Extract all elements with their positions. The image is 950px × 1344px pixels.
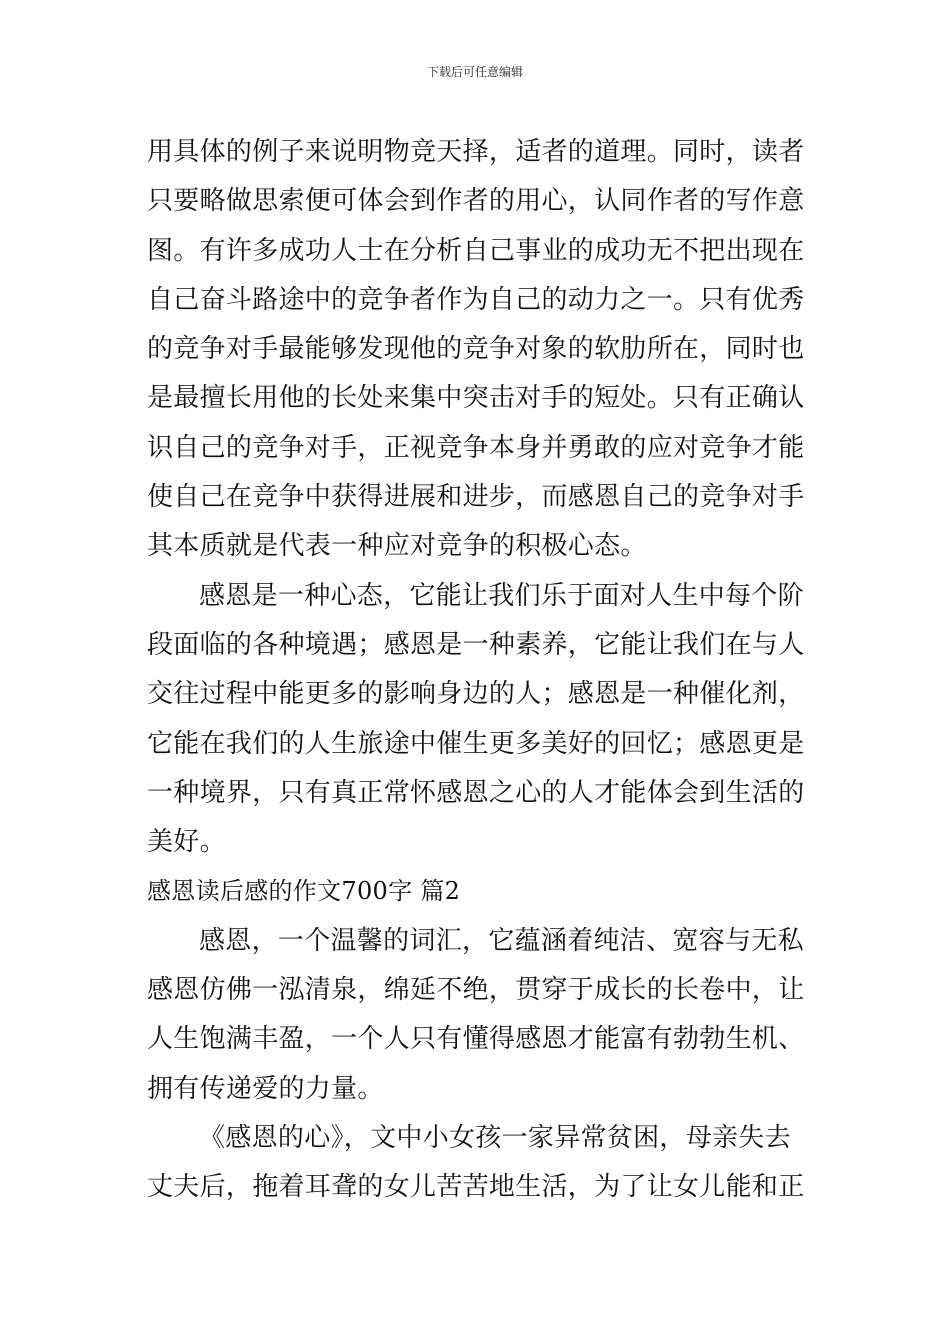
paragraph-line: 只要略做思索便可体会到作者的用心，认同作者的写作意: [147, 186, 805, 217]
paragraph-line: 感恩，一个温馨的词汇，它蕴涵着纯洁、宽容与无私: [199, 925, 804, 956]
paragraph-line: 图。有许多成功人士在分析自己事业的成功无不把出现在: [147, 235, 805, 266]
paragraph-line: 交往过程中能更多的影响身边的人；感恩是一种催化剂，: [147, 679, 805, 710]
paragraph-line: 它能在我们的人生旅途中催生更多美好的回忆；感恩更是: [147, 728, 805, 759]
document-body: [147, 128, 807, 1213]
page-header: 下载后可任意编辑: [426, 65, 523, 79]
paragraph-line: 是最擅长用他的长处来集中突击对手的短处。只有正确认: [147, 383, 805, 414]
paragraph-line: 人生饱满丰盈，一个人只有懂得感恩才能富有勃勃生机、: [147, 1024, 805, 1055]
paragraph-line: 其本质就是代表一种应对竞争的积极心态。: [147, 531, 647, 562]
paragraph-line: 自己奋斗路途中的竞争者作为自己的动力之一。只有优秀: [147, 284, 805, 315]
paragraph-line: 用具体的例子来说明物竞天择，适者的道理。同时，读者: [147, 137, 805, 167]
paragraph-line: 识自己的竞争对手，正视竞争本身并勇敢的应对竞争才能: [147, 432, 805, 463]
paragraph-line: 段面临的各种境遇；感恩是一种素养，它能让我们在与人: [147, 629, 805, 660]
paragraph-line: 感恩是一种心态，它能让我们乐于面对人生中每个阶: [199, 580, 804, 611]
paragraph-line: 使自己在竞争中获得进展和进步，而感恩自己的竞争对手: [147, 482, 805, 513]
section-heading: 感恩读后感的作文700字 篇2: [147, 877, 461, 906]
paragraph-line: 的竞争对手最能够发现他的竞争对象的软肋所在，同时也: [147, 334, 805, 365]
paragraph-line: 感恩仿佛一泓清泉，绵延不绝，贯穿于成长的长卷中，让: [147, 975, 805, 1006]
paragraph-line: 《感恩的心》，文中小女孩一家异常贫困，母亲失去: [199, 1122, 791, 1153]
paragraph-line: 美好。: [147, 827, 226, 858]
paragraph-line: 丈夫后，拖着耳聋的女儿苦苦地生活，为了让女儿能和正: [147, 1172, 805, 1203]
paragraph-line: 拥有传递爱的力量。: [147, 1073, 384, 1104]
paragraph-line: 一种境界，只有真正常怀感恩之心的人才能体会到生活的: [147, 777, 805, 808]
